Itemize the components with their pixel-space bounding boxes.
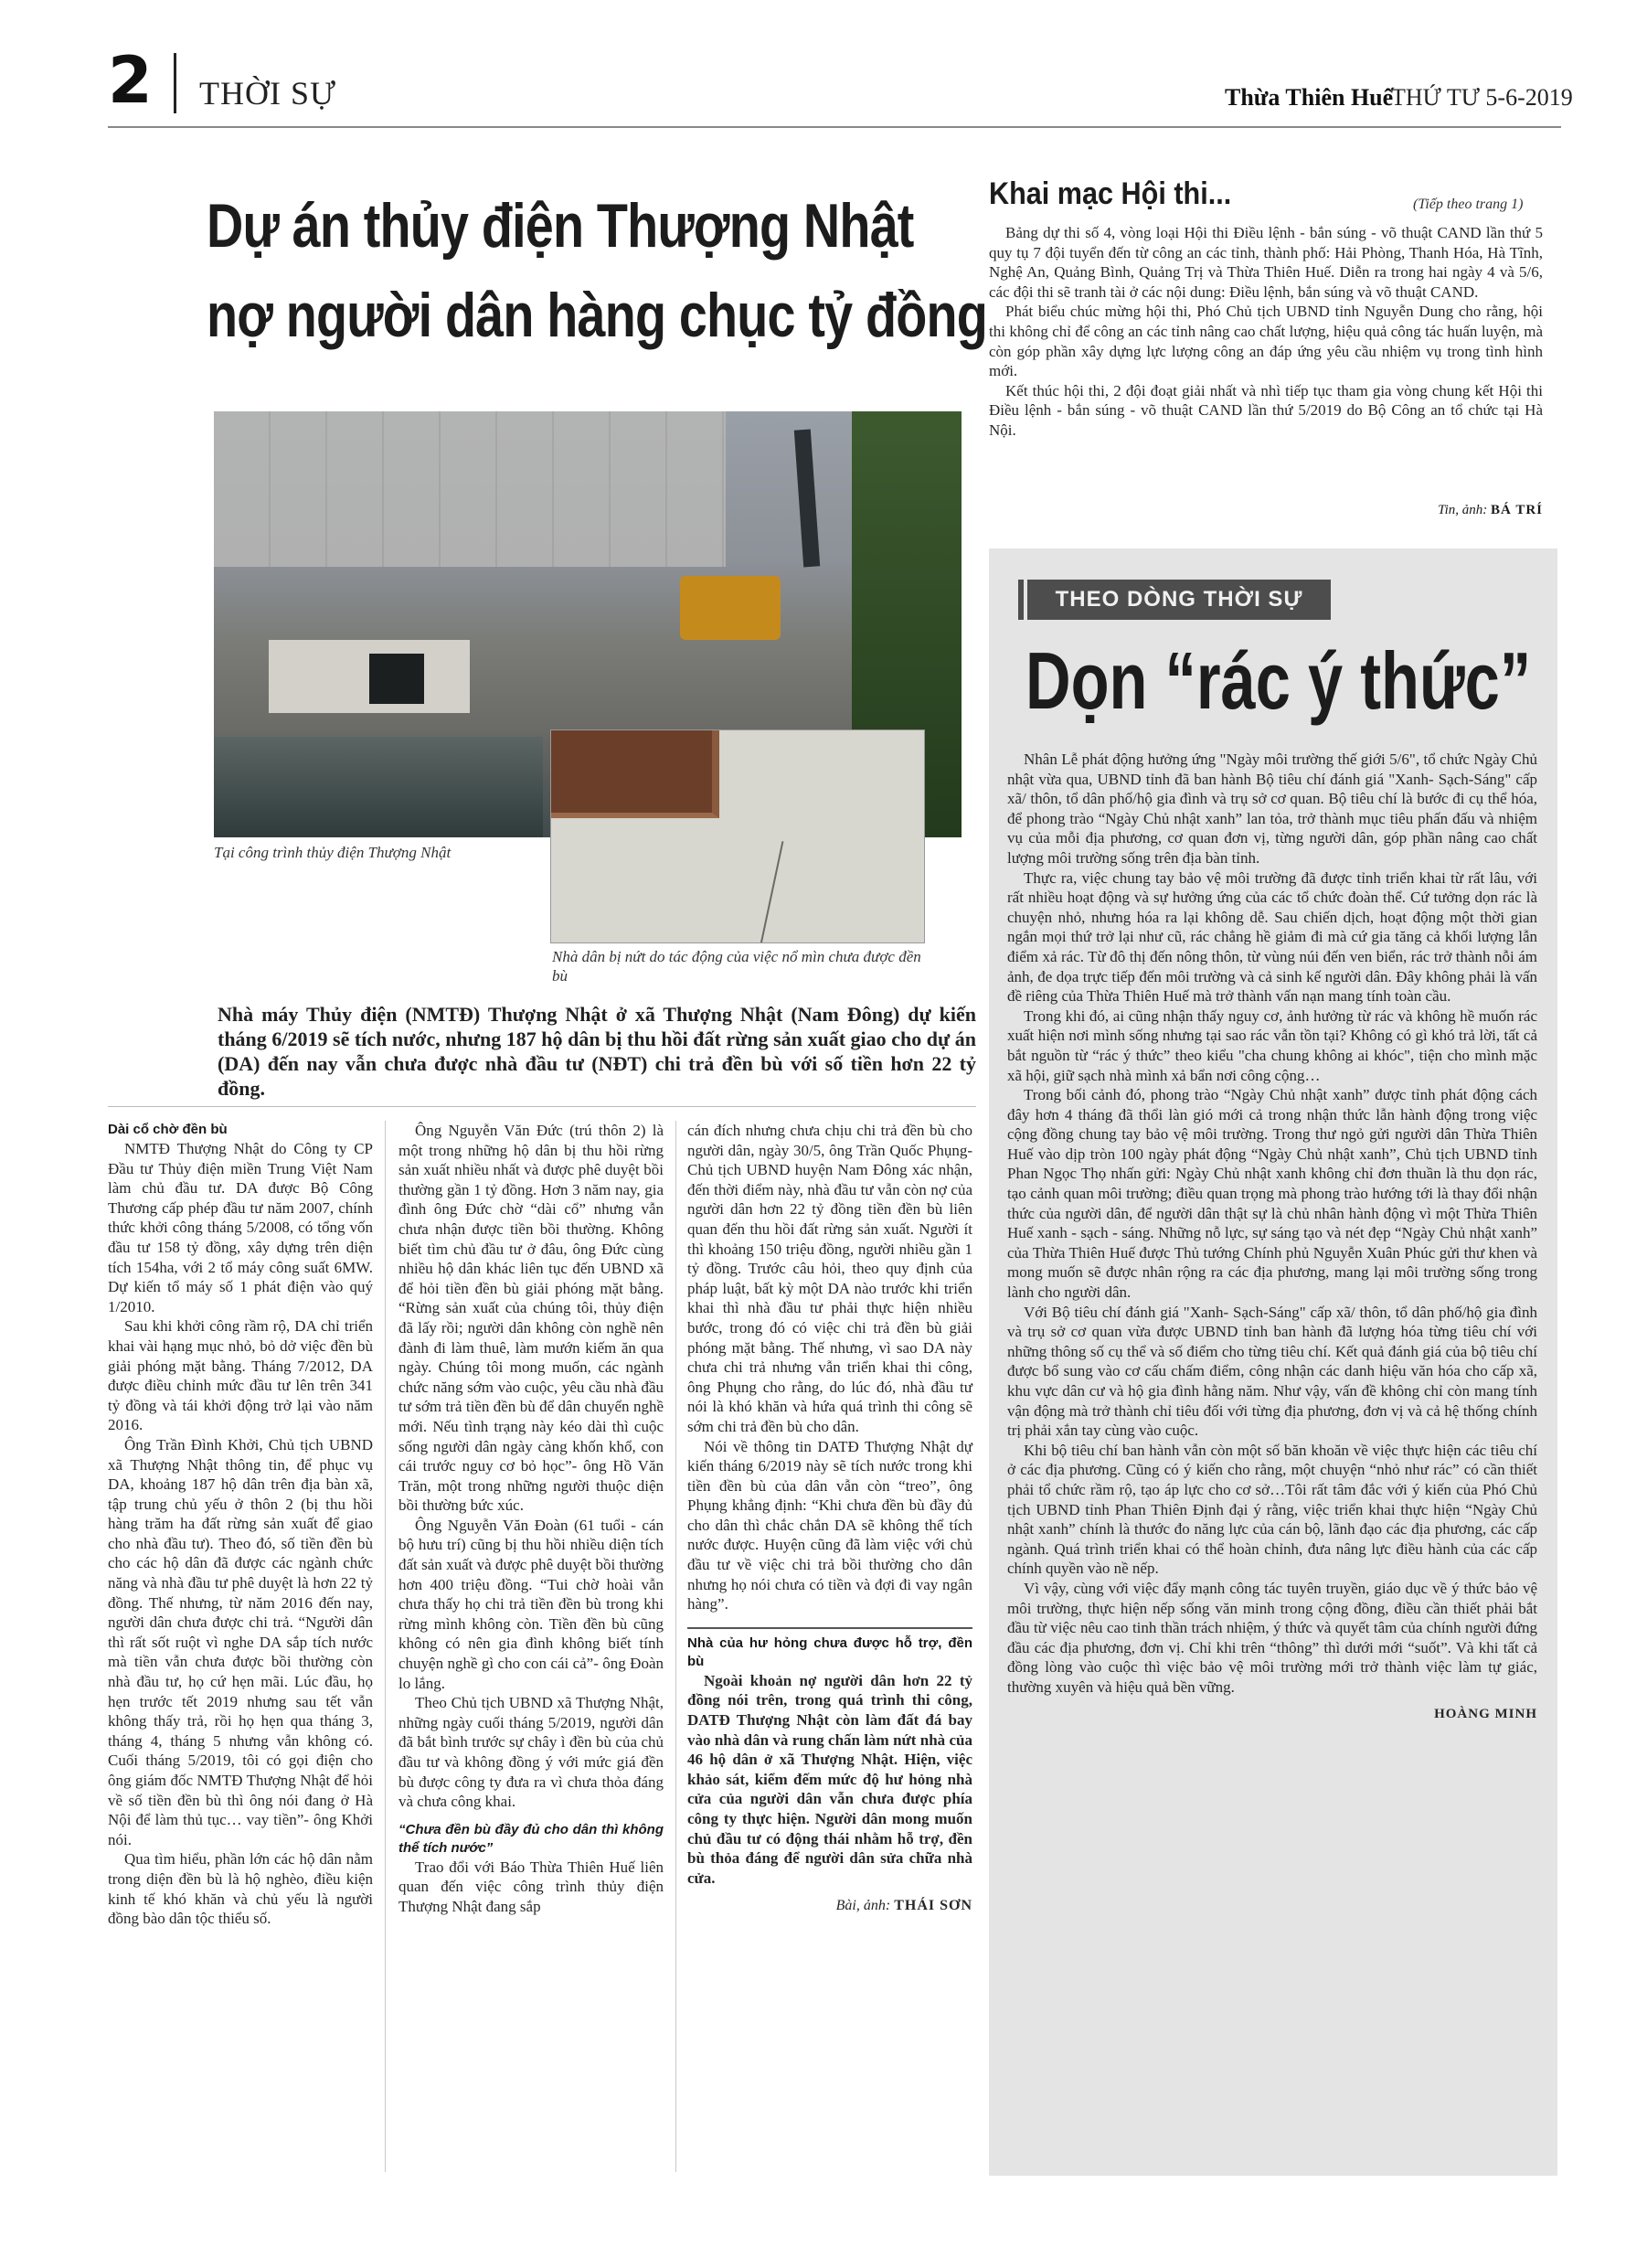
paragraph: Trong bối cảnh đó, phong trào “Ngày Chủ nhật xanh” được tỉnh phát động cách đây hơn 4 tháng đã thổi làn gió mới cả trong nhận thức lẫn hành động trong việc cộng đồng chung tay bảo vệ môi trường. Trong thư ngỏ gửi người dân Thừa Thiên Huế vào dịp tròn 100 ngày phát động “Ngày Chủ nhật xanh”, Chủ tịch UBND tỉnh Phan Ngọc Thọ nhấn gửi: Ngày Chủ nhật xanh không chỉ đơn thuần là thu dọn rác, tạo cảnh quan môi trường; điều quan trọng mà phong trào hướng tới là thay đổi nhận thức của người dân, để người dân thật sự là chủ nhân hành động vì một Thừa Thiên Huế xanh - sạch - sáng. Những nỗ lực, sự sáng tạo và nét đẹp “Ngày Chủ nhật xanh” của Thừa Thiên Huế được Thủ tướng Chính phủ Nguyễn Xuân Phúc gửi thư khen và mong muốn sẽ được nhân rộng ra các địa phương, mang lại môi trường sống trong lành cho người dân. [1007,1086,1537,1302]
paragraph: NMTĐ Thượng Nhật do Công ty CP Đầu tư Thủy điện miền Trung Việt Nam làm chủ đầu tư. DA được Bộ Công Thương cấp phép đầu tư năm 2007, chính thức khởi công tháng 5/2008, có tổng vốn đầu tư 158 tỷ đồng, xây dựng trên diện tích 154ha, với 2 tổ máy công suất 6MW. Dự kiến tổ máy số 1 phát điện vào quý 1/2010. [108,1140,373,1315]
paragraph: Trao đổi với Báo Thừa Thiên Huế liên quan đến việc công trình thủy điện Thượng Nhật đang sắp [398,1858,664,1915]
paragraph: Nhân Lễ phát động hưởng ứng "Ngày môi trường thế giới 5/6", tổ chức Ngày Chủ nhật vừa qua, UBND tỉnh đã ban hành Bộ tiêu chí đánh giá "Xanh- Sạch-Sáng" cấp xã/ thôn, tổ dân phố/hộ gia đình và trụ sở cơ quan. Bộ tiêu chí là bước đi cụ thể hóa, để phong trào “Ngày Chủ nhật xanh” lan tỏa, trở thành mục tiêu phấn đấu và nhiệm vụ của mỗi địa phương, cơ quan đơn vị, từng người dân, góp phần nâng cao chất lượng môi trường sống trên địa bàn tỉnh. [1007,751,1537,867]
subhead-no-water-storage: “Chưa đền bù đầy đủ cho dân thì không thể tích nước” [398,1821,664,1856]
side-article-title: Khai mạc Hội thi... [989,176,1232,211]
paragraph: Qua tìm hiểu, phần lớn các hộ dân nằm trong diện đền bù là hộ nghèo, điều kiện kinh tế khó khăn và chủ yếu là người đồng bào dân tộc thiểu số. [108,1850,373,1928]
photo2-caption: Nhà dân bị nứt do tác động của việc nổ mìn chưa được đền bù [552,948,921,985]
header-rule [108,126,1561,128]
damaged-houses-box [687,1627,972,1889]
column-divider [675,1121,676,2172]
section-name: THỜI SỰ [199,75,336,112]
paragraph: Sau khi khởi công rầm rộ, DA chỉ triển khai vài hạng mục nhỏ, bỏ dở việc đền bù giải phóng mặt bằng. Tháng 7/2012, DA được điều chỉnh mức đầu tư lên trên 341 tỷ đồng và tái khởi động trở lại vào năm 2016. [108,1317,373,1434]
paragraph: Bảng dự thi số 4, vòng loại Hội thi Điều lệnh - bắn súng - võ thuật CAND lần thứ 5 quy tụ 7 đội tuyển đến từ công an các tỉnh, thành phố: Hải Phòng, Thanh Hóa, Hà Tĩnh, Nghệ An, Quảng Bình, Quảng Trị và Thừa Thiên Huế. Diễn ra trong hai ngày 4 và 5/6, các đội thi sẽ tranh tài ở các nội dung: Điều lệnh, bắn súng và võ thuật CAND. [989,224,1543,301]
newspaper-name: Thừa Thiên Huế [1225,84,1394,111]
credit-label: Tin, ảnh: [1438,503,1488,517]
opinion-author: HOÀNG MINH [1434,1706,1537,1721]
cracked-wall-photo [550,729,925,943]
paragraph: Kết thúc hội thi, 2 đội đoạt giải nhất và nhì tiếp tục tham gia vòng chung kết Hội thi Điều lệnh - bắn súng - võ thuật CAND lần thứ 5/2019 do Bộ Công an tổ chức tại Hà Nội. [989,381,1543,439]
paragraph: Ông Trần Đình Khởi, Chủ tịch UBND xã Thượng Nhật thông tin, để phục vụ DA, khoảng 187 hộ dân trên địa bàn xã, tập trung chủ yếu ở thôn 2 (bị thu hồi hàng trăm ha đất rừng sản xuất để giao cho nhà đầu tư). Theo đó, số tiền đền bù cho các hộ dân đã được các ngành chức năng và nhà đầu tư phê duyệt là hơn 22 tỷ đồng. Thế nhưng, từ năm 2016 đến nay, người dân chưa được chi trả. “Người dân thì rất sốt ruột vì nghe DA sắp tích nước mà tiền vẫn chưa được bồi thường còn nhà đầu tư, họ cứ hẹn mãi. Lúc đầu, họ hẹn trước tết 2019 nhưng sau tết vẫn không thấy trả, rồi họ hẹn qua tháng 3, tháng 4, tháng 5 nhưng vẫn không có. Cuối tháng 5/2019, tôi có gọi điện cho ông giám đốc NMTĐ Thượng Nhật để hỏi về số tiền đền bù thì ông nói đang ở Hà Nội để làm thủ tục… vay tiền”- ông Khởi nói. [108,1435,373,1848]
page-number: 2 [108,43,153,118]
subhead-damaged-houses: Nhà của hư hỏng chưa được hỗ trợ, đền bù [687,1634,972,1669]
paragraph: Thực ra, việc chung tay bảo vệ môi trường đã được tỉnh triển khai từ rất lâu, với rất nhiều hoạt động và sự hưởng ứng của các tổ chức đoàn thể. Cứ tưởng dọn rác là chuyện nhỏ, nhưng hóa ra lại không dễ. Sau chiến dịch, hoạt động một thời gian ngắn mọi thứ trở lại như cũ, rác chẳng hề giảm đi mà cứ gia tăng cả khối lượng lẫn điểm xả rác. Từ đô thị đến nông thôn, từ vùng núi đến ven biển, rác trở thành nỗi ám ảnh, đe dọa trực tiếp đến môi trường và cả sinh kế người dân. Đây không phải là vấn đề riêng của Thừa Thiên Huế mà trở thành vấn nạn mang tính toàn cầu. [1007,868,1537,1006]
lead-rule [108,1106,976,1107]
paragraph: Trong khi đó, ai cũng nhận thấy nguy cơ, ảnh hưởng từ rác và không hề muốn rác xuất hiện nơi mình sống nhưng tại sao rác vẫn tồn tại? Không có gì khó trả lời, tất cả bắt nguồn từ “rác ý thức” theo kiểu "cha chung không ai khóc", tiện cho mình mặc xã hội, giữ sạch nhà mình xả bẩn nơi công cộng… [1007,1006,1537,1084]
paragraph: Ông Nguyễn Văn Đoàn (61 tuổi - cán bộ hưu trí) cũng bị thu hồi nhiều diện tích đất sản xuất và được phê duyệt bồi thường hơn 400 triệu đồng. “Tui chờ hoài vẫn chưa thấy họ chi trả tiền đền bù trong khi rừng mình không còn. Tiền đền bù cũng không có nên gia đình không biết tính chuyện nghề gì cho con cái cả”- ông Đoàn lo lắng. [398,1516,664,1692]
column-divider [385,1121,386,2172]
article-lead: Nhà máy Thủy điện (NMTĐ) Thượng Nhật ở xã Thượng Nhật (Nam Đông) dự kiến tháng 6/2019 sẽ tích nước, nhưng 187 hộ dân bị thu hồi đất rừng sản xuất giao cho dự án (DA) đến nay vẫn chưa được nhà đầu tư (NĐT) chi trả đền bù với số tiền hơn 22 tỷ đồng. [218,1003,976,1100]
column-tag: THEO DÒNG THỜI SỰ [1027,580,1331,620]
opinion-title: Dọn “rác ý thức” [1025,635,1532,726]
byline-label: Bài, ảnh: [835,1898,891,1914]
paragraph: cán đích nhưng chưa chịu chi trả đền bù cho người dân, ngày 30/5, ông Trần Quốc Phụng- Chủ tịch UBND huyện Nam Đông xác nhận, đến thời điểm này, nhà đầu tư vẫn còn nợ của người dân hơn 22 tỷ đồng tiền đền bù liên quan đến thu hồi đất rừng sản xuất. Người ít thì khoảng 150 triệu đồng, người nhiều gần 1 tỷ đồng. Trước câu hỏi, theo quy định của pháp luật, bất kỳ một DA nào trước khi triển khai thì nhà đầu tư phải thực hiện nhiều bước, trong đó có việc chi trả đền bù giải phóng mặt bằng. Thế nhưng, vì sao DA này chưa chi trả nhưng vẫn triển khai thi công, ông Phụng cho rằng, do lúc đó, nhà đầu tư nói là khó khăn và hứa quá trình thi công sẽ sớm chi trả đền bù cho dân. [687,1122,972,1435]
article-column-1 [108,1121,373,1929]
paragraph: Vì vậy, cùng với việc đẩy mạnh công tác tuyên truyền, giáo dục về ý thức bảo vệ môi trường, thực hiện nếp sống văn minh trong cộng đồng, điều cần thiết phải bắt đầu từ việc nêu cao tinh thần trách nhiệm, ý thức và quyết tâm của chính người đứng đầu các địa phương, đơn vị. Chỉ khi trên “thông” thì dưới mới “suốt”. Và khi tất cả đồng lòng vào cuộc thì việc bảo vệ môi trường mới trở thành việc làm tự giác, thường xuyên và hiệu quả bền vững. [1007,1579,1537,1696]
paragraph: Với Bộ tiêu chí đánh giá "Xanh- Sạch-Sáng" cấp xã/ thôn, tổ dân phố/hộ gia đình và trụ sở cơ quan vừa được UBND tỉnh ban hành đã lượng hóa từng tiêu chí với những thông số cụ thể và số điểm cho từng tiêu chí. Kết quả đánh giá của bộ tiêu chí được bổ sung vào cơ cấu chấm điểm, công nhận các danh hiệu văn hóa cho cấp xã, khu vực dân cư và hộ gia đình hằng năm. Như vậy, vấn đề không chỉ còn mang tính vận động mà trở thành chỉ tiêu đối với từng địa phương, đơn vị và cả hệ thống chính trị phải xắn tay cùng vào cuộc. [1007,1303,1537,1440]
subhead-compensation-wait: Dài cổ chờ đền bù [108,1122,228,1137]
header-divider [174,53,176,113]
opinion-body [1007,750,1537,1723]
side-article-body [989,223,1543,441]
paragraph: Theo Chủ tịch UBND xã Thượng Nhật, những ngày cuối tháng 5/2019, người dân đã bắt bình trước sự chây ì đền bù của chủ đầu tư và không đồng ý với mức giá đền bù được công ty đưa ra vì chưa thỏa đáng và chưa công khai. [398,1694,664,1811]
paragraph: Ông Nguyễn Văn Đức (trú thôn 2) là một trong những hộ dân bị thu hồi rừng sản xuất nhiều nhất và được phê duyệt bồi thường gần 1 tỷ đồng. Hơn 3 năm nay, gia đình ông Đức chờ “dài cổ” nhưng vẫn chưa nhận được tiền bồi thường. Không biết tìm chủ đầu tư ở đâu, ông Đức cùng nhiều hộ dân khác liên tục đến UBND xã để hỏi tiền đền bù giải phóng mặt bằng. “Rừng sản xuất của chúng tôi, thủy điện đã lấy rồi; người dân không còn nghề nên đành đi làm thuê, làm mướn kiếm ăn qua ngày. Chúng tôi mong muốn, các ngành chức năng sớm vào cuộc, yêu cầu nhà đầu tư sớm trả tiền đền bù để dân chuyển nghề mới. Nếu tình trạng này kéo dài thì cuộc sống người dân ngày càng khốn khổ, con cái trước nguy cơ bỏ học”- ông Hồ Văn Trăn, một trong những người thuộc diện bồi thường bức xúc. [398,1122,664,1515]
paragraph: Nói về thông tin DATĐ Thượng Nhật dự kiến tháng 6/2019 này sẽ tích nước trong khi tiền đền bù của dân vẫn còn “treo”, ông Phụng khẳng định: “Khi chưa đền bù đầy đủ cho dân thì chắc chắn DA sẽ không thể tích nước được. Huyện cũng đã làm việc với chủ đầu tư về việc chi trả bồi thường cho dân nhưng họ nói chưa có tiền và đợi đi vay ngân hàng”. [687,1437,972,1613]
credit-author: BÁ TRÍ [1491,503,1543,517]
article-byline [687,1897,972,1915]
paragraph: Ngoài khoản nợ người dân hơn 22 tỷ đồng nói trên, trong quá trình thi công, DATĐ Thượng Nhật còn làm đất đá bay vào nhà dân và rung chấn làm nứt nhà của 46 hộ dân ở xã Thượng Nhật. Hiện, việc khảo sát, kiểm đếm mức độ hư hỏng nhà cửa của người dân vẫn chưa được phía công ty thực hiện. Người dân mong muốn chủ đầu tư có động thái nhằm hỗ trợ, đền bù thỏa đáng để người dân sửa chữa nhà cửa. [687,1671,972,1887]
headline-line-2: nợ người dân hàng chục tỷ đồng [207,281,987,350]
article-column-2 [398,1121,664,1917]
side-article-credit [989,501,1543,519]
continued-note: (Tiếp theo trang 1) [1413,197,1524,212]
byline-author: THÁI SƠN [894,1898,972,1914]
photo1-caption: Tại công trình thủy điện Thượng Nhật [214,844,452,861]
headline-line-1: Dự án thủy điện Thượng Nhật [207,191,914,261]
main-headline [207,181,987,360]
article-column-3 [687,1121,972,1915]
paragraph: Khi bộ tiêu chí ban hành vẫn còn một số băn khoăn về việc thực hiện các tiêu chí ở các địa phương. Cũng có ý kiến cho rằng, một chuyện “nhỏ như rác” có cần thiết phải tổ chức rầm rộ, tạo áp lực cho cơ sở…Tôi rất tâm đắc với ý kiến của Phó Chủ tịch UBND tỉnh Phan Thiên Định đại ý rằng, việc triển khai thực hiện “Ngày Chủ nhật xanh” chính là thước đo năng lực của cán bộ, lãnh đạo các địa phương, các cấp ngành. Quá trình triển khai có thể hoàn chỉnh, đưa nâng lực điều hành của các cấp chính quyền vào nề nếp. [1007,1441,1537,1578]
paragraph: Phát biểu chúc mừng hội thi, Phó Chủ tịch UBND tỉnh Nguyễn Dung cho rằng, hội thi không chỉ để công an các tỉnh nâng cao chất lượng, hiệu quả công tác huấn luyện, mà còn góp phần xây dựng lực lượng công an đáp ứng yêu cầu nhiệm vụ trong tình hình mới. [989,303,1543,380]
issue-date: THỨ TƯ 5-6-2019 [1391,84,1573,111]
